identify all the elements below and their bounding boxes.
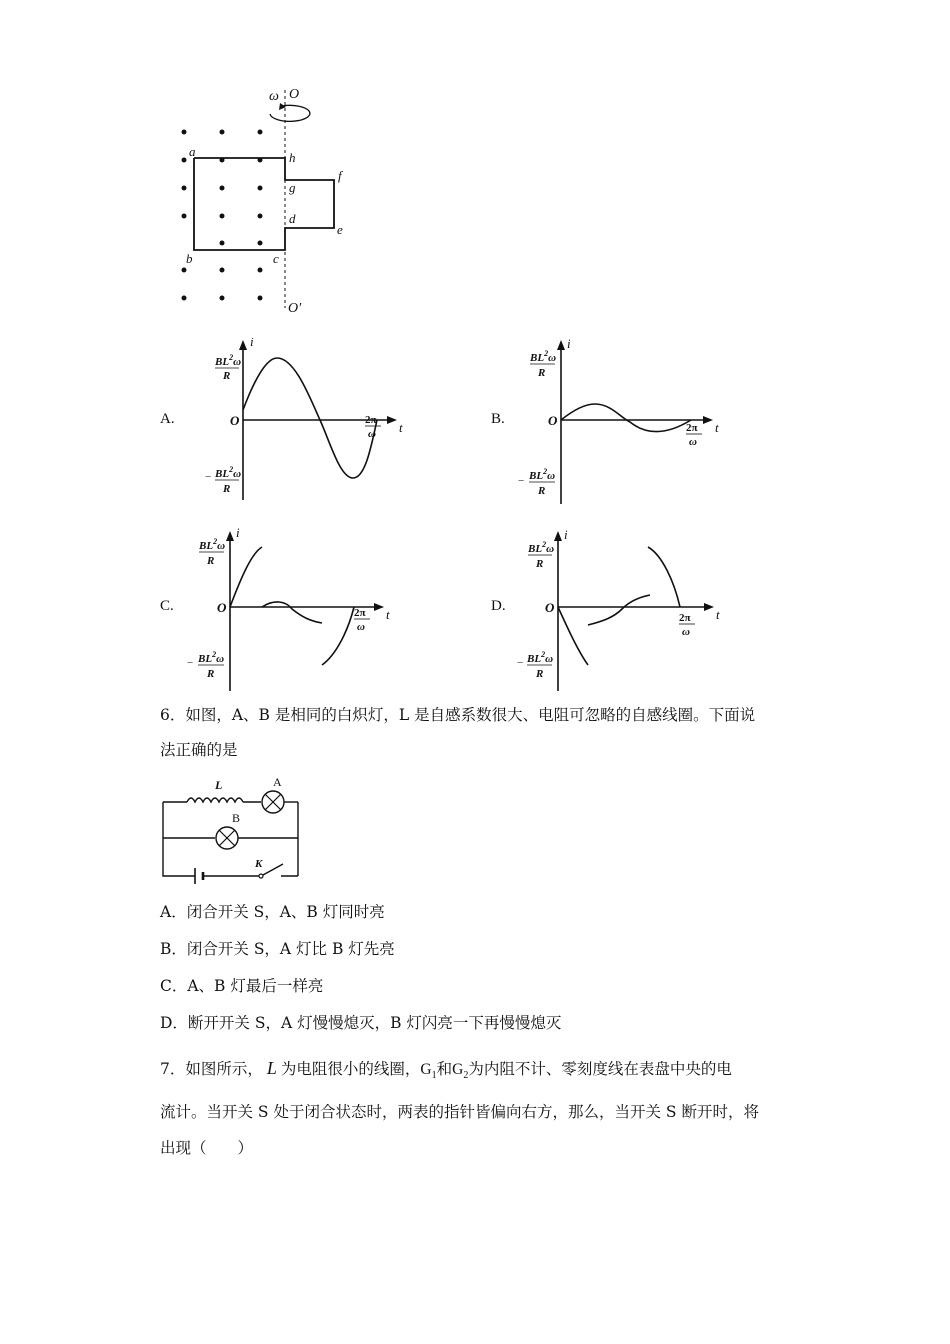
period-num: 2π [686,422,698,434]
option-d-label: D. [491,598,506,614]
q7-g2 [452,1061,469,1082]
q6-stem-line2: 法正确的是 [160,741,238,759]
q7-inductor-symbol: L [266,1058,277,1078]
period-den: ω [682,626,690,638]
corner-b: b [186,251,193,266]
neg-tick-sup: 2 [212,650,217,659]
pos-tick-tail: ω [546,543,555,555]
pos-tick-den: R [536,558,544,570]
neg-tick-sup: 2 [543,467,548,476]
neg-tick-sup: 2 [541,650,546,659]
pos-tick-den: R [207,555,215,567]
q7-stem-line1 [160,1057,732,1087]
neg-tick-num: BL [527,653,542,665]
neg-tick-den: R [207,668,215,680]
i-axis-label: i [567,338,571,351]
q6-circuit-diagram [155,772,315,890]
neg-tick-tail: ω [545,653,554,665]
q6-option-b: B．闭合开关 S，A 灯比 B 灯先亮 [160,940,395,958]
neg-sign: − [187,657,194,669]
neg-tick-tail: ω [547,470,556,482]
q7-stem-line3: 出现（ ） [160,1139,254,1157]
neg-tick-tail: ω [233,468,242,480]
axis-bottom-label: O' [288,301,302,316]
t-axis-label: t [716,607,720,622]
svg-text:BL2ω [197,650,224,665]
corner-a: a [189,144,196,159]
neg-tick-tail: ω [216,653,225,665]
origin-label: O [230,413,240,428]
period-num: 2π [679,612,691,624]
rotating-loop-figure [170,80,370,320]
g1-sub: 1 [431,1070,437,1082]
origin-label: O [217,600,227,615]
svg-text:BL2ω [214,353,241,368]
option-b-label: B. [491,411,505,427]
i-axis-label: i [236,525,240,540]
neg-tick-den: R [538,485,546,497]
t-axis-label: t [715,420,719,435]
q6-stem-line1: 6．如图，A、B 是相同的白炽灯，L 是自感系数很大、电阻可忽略的自感线圈。下面说 [160,706,756,724]
period-num: 2π [365,414,377,426]
q7-and: 和 [436,1060,453,1078]
pos-tick-num: BL [530,352,545,364]
option-a-label: A. [160,411,175,427]
g2-letter: G [452,1061,464,1078]
neg-tick-den: R [223,483,231,495]
corner-f: f [338,168,342,183]
corner-e: e [337,222,343,237]
svg-text:BL2ω [527,540,554,555]
g1-letter: G [420,1061,432,1078]
neg-sign: − [517,657,524,669]
q6-option-d: D．断开开关 S，A 灯慢慢熄灭，B 灯闪亮一下再慢慢熄灭 [160,1014,562,1032]
coil-label: L [215,778,223,792]
t-axis-label: t [386,607,390,622]
origin-label: O [545,600,555,615]
q7-g1 [420,1061,437,1082]
origin-label: O [548,413,558,428]
pos-tick-den: R [223,370,231,382]
pos-tick-sup: 2 [229,353,234,362]
pos-tick-tail: ω [217,540,226,552]
corner-h: h [289,150,296,165]
graph-b [515,338,725,508]
svg-text:BL2ω [198,537,225,552]
neg-tick-num: BL [198,653,213,665]
pos-tick-sup: 2 [213,537,218,546]
graph-d [512,525,727,695]
neg-sign: − [205,471,212,483]
option-c-label: C. [160,598,174,614]
pos-tick-num: BL [528,543,543,555]
q7-stem-line2: 流计。当开关 S 处于闭合状态时，两表的指针皆偏向右方，那么，当开关 S 断开时，将 [160,1103,759,1121]
neg-tick-num: BL [529,470,544,482]
q6-option-a: A．闭合开关 S，A、B 灯同时亮 [160,903,385,921]
q7-text-b: 为电阻很小的线圈， [280,1060,421,1078]
graph-a [205,338,410,508]
pos-tick-sup: 2 [542,540,547,549]
corner-g: g [289,180,296,195]
pos-tick-tail: ω [548,352,557,364]
period-den: ω [368,428,376,440]
period-den: ω [357,621,365,633]
t-axis-label: t [399,420,403,435]
graph-c [182,525,397,695]
q7-text-a: 7．如图所示， [160,1060,263,1078]
pos-tick-num: BL [215,356,230,368]
omega-label: ω [269,89,279,104]
svg-text:BL2ω [529,349,556,364]
q6-option-c: C．A、B 灯最后一样亮 [160,977,324,995]
corner-d: d [289,211,296,226]
pos-tick-num: BL [199,540,214,552]
neg-tick-sup: 2 [229,465,234,474]
lamp-b-label: B [232,811,241,825]
pos-tick-sup: 2 [544,349,549,358]
axis-top-label: O [289,87,300,102]
neg-tick-num: BL [215,468,230,480]
period-den: ω [689,436,697,448]
corner-c: c [273,251,279,266]
period-num: 2π [354,607,366,619]
neg-tick-den: R [536,668,544,680]
q7-text-c: 为内阻不计、零刻度线在表盘中央的电 [468,1060,732,1078]
lamp-a-label: A [273,775,282,789]
svg-text:BL2ω [214,465,241,480]
svg-text:BL2ω [526,650,553,665]
i-axis-label: i [250,338,254,349]
svg-text:BL2ω [528,467,555,482]
pos-tick-tail: ω [233,356,242,368]
switch-label: K [255,858,263,870]
pos-tick-den: R [538,367,546,379]
neg-sign: − [518,475,525,487]
g2-sub: 2 [463,1070,469,1082]
i-axis-label: i [564,527,568,542]
